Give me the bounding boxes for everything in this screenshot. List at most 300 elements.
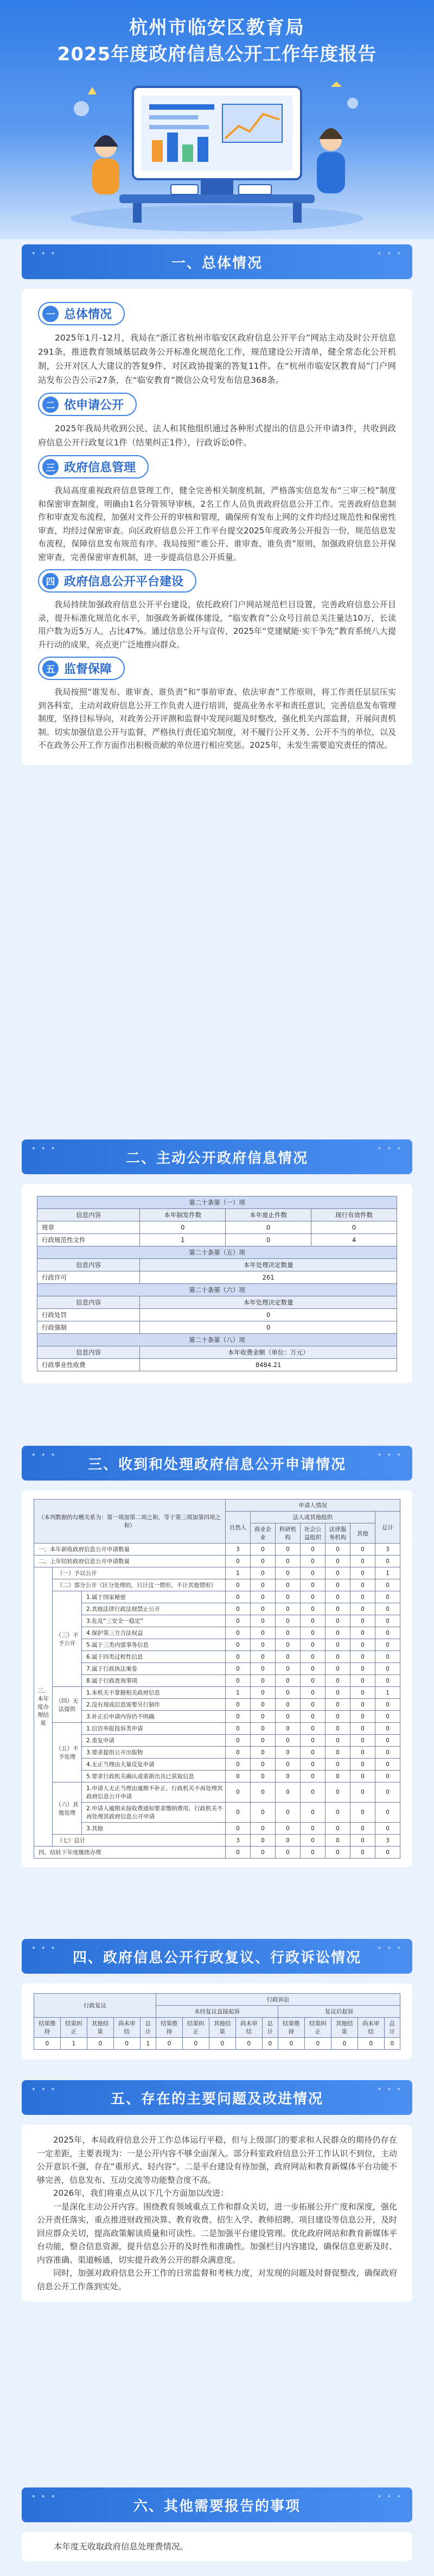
table-row: [34, 1759, 400, 1771]
table-cell: 0: [251, 1771, 276, 1783]
table-row: [34, 1699, 400, 1711]
table-cell: 0: [326, 1651, 350, 1663]
column-header: 行政诉讼: [156, 1994, 400, 2006]
table-row: [34, 1639, 400, 1651]
table-cell: 0: [375, 1663, 400, 1675]
table-cell: 0: [326, 1823, 350, 1835]
table-cell: 0: [301, 1735, 326, 1747]
column-header: 尚未审结: [235, 2018, 262, 2038]
table-cell: 0: [301, 1579, 326, 1591]
table-row: [34, 1835, 400, 1847]
subsection-heading: [38, 393, 137, 416]
table-cell: 0: [226, 1639, 251, 1651]
column-header: 总计: [375, 1511, 400, 1544]
table-cell: 0: [226, 1579, 251, 1591]
table-cell: 0: [350, 1835, 375, 1847]
table-cell: 0: [276, 1627, 301, 1639]
table-cell: 0: [251, 1651, 276, 1663]
table-cell: 0: [226, 1651, 251, 1663]
table-cell: 0: [226, 1847, 251, 1859]
table-cell: 3: [226, 1835, 251, 1847]
table-cell: 1: [140, 2038, 156, 2050]
table-cell: 0: [326, 1603, 350, 1615]
section-title: 六、其他需要报告的事项: [133, 2498, 301, 2515]
column-header: 法律服务机构: [326, 1523, 350, 1544]
decor-dots-icon: • • •: [31, 1451, 57, 1459]
row-label: 3.补正后申请内容仍不明确: [82, 1711, 226, 1723]
table-cell: 0: [276, 1687, 301, 1699]
table-row: [34, 2038, 400, 2050]
subsection-heading-text: 政府信息管理: [64, 461, 136, 475]
table-cell: 0: [226, 1783, 251, 1803]
table-cell: 0: [326, 1555, 350, 1567]
table-cell: 0: [276, 1771, 301, 1783]
decor-dots-icon: • • •: [31, 250, 57, 257]
column-header: 结果维持: [156, 2018, 182, 2038]
hero-title-line1: 杭州市临安区教育局: [129, 17, 305, 39]
table-row: [37, 1271, 397, 1284]
subsection-heading: [38, 569, 196, 593]
paragraph: 我局按照“谁发布、谁审查、谁负责”和“事前审查、依法审查”工作原则，将工作责任层层压实到各科室，主动对政府信息公开工作负责人进行培训，提高业务水平和责任意识，完善信息发布管理制度，坚持目标导向，对政务公开评测和监督中发现问题及时整改，强化机关内部监督，开展问责机制。切实加强信息公开与监督，严格执行责任追究制度，对不履行公开义务、公开不当的单位，以及不在政务公开工作方面作出积极贡献的单位进行相应奖惩。2025年，未发生需要追究责任的情况。: [38, 687, 397, 750]
table-cell: 0: [276, 1699, 301, 1711]
table-cell: 0: [251, 1847, 276, 1859]
table-cell: 0: [226, 1615, 251, 1627]
table-cell: 规章: [37, 1221, 140, 1234]
table-cell: 行政规范性文件: [37, 1234, 140, 1246]
table-cell: 0: [326, 1835, 350, 1847]
section-card: [22, 2125, 412, 2302]
subsection-heading: [38, 302, 125, 325]
subsection: [38, 450, 396, 564]
table-cell: 0: [34, 2038, 61, 2050]
column-header: 本年处理决定数量: [140, 1296, 397, 1309]
column-header: 法人或其他组织: [251, 1511, 375, 1523]
table-cell: 0: [226, 1823, 251, 1835]
table-cell: 0: [375, 1591, 400, 1603]
table-cell: 0: [301, 1675, 326, 1687]
table-cell: 0: [113, 2038, 140, 2050]
table-cell: 0: [384, 2038, 400, 2050]
table-cell: 0: [251, 1663, 276, 1675]
table-cell: 0: [326, 1735, 350, 1747]
table-cell: 0: [326, 1639, 350, 1651]
column-header: 总计: [262, 2018, 278, 2038]
row-label: 2.其他法律行政法规禁止公开: [82, 1603, 226, 1615]
table-cell: 0: [375, 1615, 400, 1627]
table-cell: 0: [276, 1747, 301, 1759]
table-cell: 0: [350, 1579, 375, 1591]
table-cell: 0: [301, 1835, 326, 1847]
table-cell: 0: [331, 2038, 358, 2050]
row-label: 2.没有现成信息需要另行制作: [82, 1699, 226, 1711]
table-cell: 0: [226, 1627, 251, 1639]
table-cell: 0: [301, 1567, 326, 1579]
paragraph: 本年度无收取政府信息处理费情况。: [54, 2542, 189, 2552]
table-cell: 0: [375, 1747, 400, 1759]
table-cell: 行政强制: [37, 1321, 140, 1334]
table-cell: 行政事业性收费: [37, 1359, 140, 1371]
column-header: 总计: [140, 2018, 156, 2038]
table-row: [34, 1627, 400, 1639]
table-cell: 0: [276, 1651, 301, 1663]
column-header: 本年处理决定数量: [140, 1259, 397, 1271]
table-cell: 0: [301, 1555, 326, 1567]
subsection-heading-text: 总体情况: [64, 308, 112, 322]
section-card: [22, 1184, 412, 1383]
decor-dots-icon: • • •: [31, 2493, 57, 2501]
table-cell: 0: [350, 1747, 375, 1759]
table-cell: 0: [226, 1234, 311, 1246]
table-cell: 0: [276, 1735, 301, 1747]
table-cell: 0: [326, 1675, 350, 1687]
table-cell: 0: [276, 1591, 301, 1603]
table-row: [37, 1221, 397, 1234]
column-header: 本年收费金额（单位：万元）: [140, 1346, 397, 1359]
table-cell: 0: [226, 1711, 251, 1723]
subsection-number: 二: [42, 396, 59, 413]
section-banner: [22, 1446, 412, 1481]
table-caption: 第二十条第（五）项: [37, 1246, 397, 1259]
table-cell: 0: [235, 2038, 262, 2050]
table-cell: 0: [375, 1823, 400, 1835]
table-cell: 0: [375, 1847, 400, 1859]
decor-dots-icon: • • •: [31, 1944, 57, 1952]
paragraph: 2026年，我们将重点从以下几个方面加以改进：: [53, 2188, 229, 2198]
section-overall: [0, 244, 434, 765]
table-cell: 0: [326, 1699, 350, 1711]
section-banner: [22, 2080, 412, 2115]
table-cell: 0: [326, 1567, 350, 1579]
section-card: [22, 1490, 412, 1867]
subsection-heading-text: 依申请公开: [64, 399, 124, 412]
table-cell: 0: [251, 1735, 276, 1747]
row-label: 一、本年新收政府信息公开申请数量: [34, 1544, 226, 1555]
table-cell: 0: [301, 1699, 326, 1711]
table-cell: 0: [276, 1723, 301, 1735]
table-cell: 0: [301, 1803, 326, 1823]
table-cell: 0: [326, 1687, 350, 1699]
section-card: [22, 289, 412, 765]
table-cell: 0: [350, 1544, 375, 1555]
table-cell: 3: [375, 1544, 400, 1555]
paragraph: 2025年我局共收到公民、法人和其他组织通过各种形式提出的信息公开申请3件，共收到政府信息公开行政复议1件（结果纠正1件），行政诉讼0件。: [38, 424, 396, 448]
decor-dots-icon: • • •: [377, 2086, 403, 2093]
subsection: [38, 651, 396, 752]
subsection-number: 三: [42, 459, 59, 475]
table-cell: 0: [350, 1663, 375, 1675]
table-cell: 0: [156, 2038, 182, 2050]
subsection: [38, 387, 396, 450]
table-cell: 0: [87, 2038, 113, 2050]
table-row: [34, 1651, 400, 1663]
table-cell: 0: [326, 1759, 350, 1771]
table-cell: 0: [182, 2038, 209, 2050]
table-cell: 行政处罚: [37, 1309, 140, 1321]
table-row: [37, 1309, 397, 1321]
table-row: [34, 1771, 400, 1783]
table-cell: 0: [301, 1603, 326, 1615]
table-row: [34, 1747, 400, 1759]
table-cell: 0: [375, 1675, 400, 1687]
table-cell: 0: [375, 1651, 400, 1663]
decor-dots-icon: • • •: [377, 250, 403, 257]
table-cell: 1: [226, 1687, 251, 1699]
decor-dots-icon: • • •: [31, 1145, 57, 1152]
column-header: 其他: [350, 1523, 375, 1544]
table-cell: 0: [326, 1615, 350, 1627]
row-group-label: （四）无法提供: [53, 1687, 82, 1723]
table-cell: 0: [276, 1803, 301, 1823]
subsection-number: 五: [42, 660, 59, 677]
table-row: [34, 1555, 400, 1567]
paragraph: 同时，加强对政府信息公开工作的日常监督和考核力度，对发现的问题及时督促整改，确保政府信息公开工作落到实处。: [37, 2268, 397, 2291]
column-header: 结果纠正: [304, 2018, 331, 2038]
table-cell: 0: [350, 1711, 375, 1723]
table-caption: 第二十条第（六）项: [37, 1284, 397, 1296]
table-row: [34, 1711, 400, 1723]
column-header: 商业企业: [251, 1523, 276, 1544]
table-cell: 0: [251, 1711, 276, 1723]
section-proactive-disclosure: [0, 1139, 434, 1383]
table-cell: 1: [375, 1687, 400, 1699]
row-group-label: 三、本年度办理结果: [34, 1567, 53, 1847]
table-cell: 0: [251, 1723, 276, 1735]
table-corner-note: （本列数据的勾稽关系为：第一项加第二项之和，等于第三项加第四项之和）: [34, 1500, 226, 1544]
table-cell: 0: [226, 1723, 251, 1735]
table-cell: 0: [301, 1823, 326, 1835]
disclosure-table: [37, 1196, 397, 1371]
table-cell: 0: [375, 1579, 400, 1591]
column-header: 其他结果: [87, 2018, 113, 2038]
section-applications: [0, 1446, 434, 1867]
paragraph: 2025年，本局政府信息公开工作总体运行平稳，但与上级部门的要求和人民群众的期待仍存在一定差距，主要表现为：一是公开内容不够全面深入。部分科室政府信息公开工作认识不到位，主动公开意识不强，存在“重形式、轻内容”。二是平台建设有待加强，政府网站和教育新媒体平台功能不够完善，信息发布、互动交流等功能整合度不高。: [37, 2135, 397, 2185]
table-row: [37, 1234, 397, 1246]
column-header: 信息内容: [37, 1296, 140, 1309]
table-cell: 0: [226, 1591, 251, 1603]
table-cell: 0: [350, 1555, 375, 1567]
table-cell: 0: [301, 1687, 326, 1699]
column-header: 尚未审结: [113, 2018, 140, 2038]
table-cell: 0: [226, 1699, 251, 1711]
table-cell: 0: [276, 1847, 301, 1859]
table-cell: 0: [375, 1699, 400, 1711]
office-meeting-illustration: [60, 76, 374, 234]
table-cell: 0: [326, 1544, 350, 1555]
table-caption: 第二十条第（八）项: [37, 1334, 397, 1346]
table-cell: 1: [60, 2038, 87, 2050]
table-cell: 0: [251, 1803, 276, 1823]
row-label: （二）部分公开（区分处理的，只计这一情形，不计其他情形）: [53, 1579, 226, 1591]
section-other-matters: [0, 2487, 434, 2561]
table-row: [34, 1567, 400, 1579]
table-cell: 0: [276, 1783, 301, 1803]
table-cell: 0: [326, 1591, 350, 1603]
table-cell: 0: [226, 1771, 251, 1783]
table-cell: 0: [350, 1627, 375, 1639]
section-title: 三、收到和处理政府信息公开申请情况: [87, 1456, 346, 1473]
table-cell: 0: [350, 1783, 375, 1803]
table-row: [37, 1321, 397, 1334]
table-cell: 0: [350, 1771, 375, 1783]
table-cell: 0: [311, 1221, 397, 1234]
table-cell: 0: [350, 1759, 375, 1771]
table-cell: 0: [301, 1544, 326, 1555]
table-cell: 0: [209, 2038, 235, 2050]
table-cell: 0: [251, 1699, 276, 1711]
subsection-heading-text: 监督保障: [64, 663, 112, 676]
subsection-heading: [38, 657, 125, 680]
table-row: [34, 1591, 400, 1603]
table-row: [34, 1823, 400, 1835]
table-cell: 0: [326, 1579, 350, 1591]
table-row: [34, 1847, 400, 1859]
table-cell: 0: [301, 1627, 326, 1639]
table-cell: 0: [251, 1675, 276, 1687]
table-cell: 0: [350, 1803, 375, 1823]
table-cell: 0: [251, 1567, 276, 1579]
subsection-heading-text: 政府信息公开平台建设: [64, 575, 184, 589]
table-cell: 0: [350, 1651, 375, 1663]
table-cell: 0: [375, 1759, 400, 1771]
table-cell: 0: [350, 1687, 375, 1699]
decor-dots-icon: • • •: [377, 1944, 403, 1952]
decor-dots-icon: • • •: [377, 1145, 403, 1152]
table-row: [34, 1783, 400, 1803]
section-banner: [22, 1139, 412, 1174]
table-cell: 0: [276, 1759, 301, 1771]
section-banner: [22, 1939, 412, 1974]
column-header: 信息内容: [37, 1209, 140, 1221]
table-cell: 0: [301, 1591, 326, 1603]
row-label: 1.申请人无正当理由逾期不补正、行政机关不再处理其政府信息公开申请: [82, 1783, 226, 1803]
table-cell: 3: [226, 1544, 251, 1555]
table-cell: 0: [350, 1639, 375, 1651]
column-header: 行政复议: [34, 1994, 156, 2018]
table-cell: 0: [375, 1711, 400, 1723]
row-label: 8.属于行政查询事项: [82, 1675, 226, 1687]
table-cell: 0: [375, 1803, 400, 1823]
column-header: 本年制发件数: [140, 1209, 226, 1221]
table-cell: 0: [262, 2038, 278, 2050]
table-cell: 0: [301, 1783, 326, 1803]
table-cell: 0: [375, 1771, 400, 1783]
table-cell: 0: [251, 1759, 276, 1771]
paragraph: 一是深化主动公开内容。围绕教育领域重点工作和群众关切，进一步拓展公开广度和深度，强化公开责任落实，重点推进财政预决算、教育收费、招生入学、教师招聘、项目建设等信息公开，及时回应群众关切，提高政策解读质量和可读性。二是加强平台建设管理。优化政府网站和教育新媒体平台功能，整合信息资源，提升信息公开的及时性和准确性。加强栏目内容建设，确保信息更新及时、内容准确、渠道畅通，切实提升政务公开的群众满意度。: [37, 2201, 397, 2265]
column-header: 现行有效件数: [311, 1209, 397, 1221]
paragraph: 2025年1月-12月，我局在“浙江省杭州市临安区政府信息公开平台”网站主动及时公开信息291条，推进教育领域基层政务公开标准化规范化工作，规范建设公开清单，健全常态化公开机制，公开对区人大建议的答复9件、对区政协提案的答复11件。在“杭州市临安区教育局”门户网站发布公告公示27条，在“临安教育”微信公众号发布信息368条。: [38, 333, 396, 385]
row-group-label: （六）其他处理: [53, 1783, 82, 1835]
hero-title-line2: 2025年度政府信息公开工作年度报告: [57, 43, 377, 65]
table-cell: 0: [326, 1747, 350, 1759]
table-cell: 0: [375, 1783, 400, 1803]
row-label: 3.要求提供公开出版物: [82, 1747, 226, 1759]
subsection: [38, 297, 396, 387]
table-cell: 0: [226, 1735, 251, 1747]
row-label: 4.无正当理由大量反复申请: [82, 1759, 226, 1771]
section-banner: [22, 2487, 412, 2522]
table-cell: 0: [304, 2038, 331, 2050]
subsection-number: 四: [42, 573, 59, 589]
table-row: [34, 1803, 400, 1823]
table-cell: 0: [276, 1663, 301, 1675]
table-cell: 0: [140, 1321, 397, 1334]
table-cell: 0: [251, 1823, 276, 1835]
table-cell: 0: [251, 1615, 276, 1627]
table-cell: 0: [326, 1783, 350, 1803]
row-label: 3.危及“三安全一稳定”: [82, 1615, 226, 1627]
table-cell: 0: [375, 1639, 400, 1651]
column-header: 其他结果: [209, 2018, 235, 2038]
table-cell: 0: [350, 1735, 375, 1747]
hero-banner: [0, 0, 434, 239]
table-cell: 0: [226, 1759, 251, 1771]
table-cell: 1: [226, 1567, 251, 1579]
table-cell: 0: [251, 1579, 276, 1591]
table-cell: 0: [140, 1309, 397, 1321]
table-cell: 4: [311, 1234, 397, 1246]
table-cell: 0: [226, 1555, 251, 1567]
table-cell: 0: [301, 1711, 326, 1723]
table-cell: 0: [375, 1735, 400, 1747]
table-cell: 0: [301, 1847, 326, 1859]
paragraph: 我局持续加强政府信息公开平台建设，依托政府门户网站规范栏目设置，完善政府信息公开目录，提升标准化规范化水平，加强政务新媒体建设，“临安教育”公众号目前总关注量达10万，长读用户数为近5万人，占比47%。通过信息公开与宣传，2025年“党建赋能·实干争先”教育系统八大提升行动的成果，亮点更广泛地推向群众。: [38, 600, 396, 650]
table-cell: 0: [251, 1783, 276, 1803]
table-cell: 0: [301, 1747, 326, 1759]
table-cell: 0: [251, 1555, 276, 1567]
table-cell: 0: [326, 1803, 350, 1823]
table-cell: 0: [251, 1603, 276, 1615]
column-header: 信息内容: [37, 1259, 140, 1271]
table-cell: 0: [375, 1555, 400, 1567]
table-cell: 3: [375, 1835, 400, 1847]
table-cell: 0: [301, 1771, 326, 1783]
row-group-label: （五）不予处理: [53, 1723, 82, 1783]
table-row: [34, 1735, 400, 1747]
table-cell: 0: [350, 1723, 375, 1735]
table-cell: 0: [276, 1603, 301, 1615]
paragraph: 我局高度重视政府信息管理工作，健全完善相关制度机制，严格落实信息发布“三审三校”制度和保密审查制度，明确由1名分管领导审核，2名工作人员负责政府信息公开工作。完善政府信息制作和审查发布流程，加强对文件公开的审核和管理，确保所有发布上网的文件均经过规范性和保密性审查，均经过保密审查。向区政府信息公开工作平台提交2025年度政务公开报告一份，规范信息发布流程，保障信息发布规范有序。我局按照“谁公开、谁审查、谁负责”原则，加强政府信息公开保密审查，完善保密审查机制，进一步提高信息公开质量。: [38, 486, 397, 562]
column-header: 结果纠正: [60, 2018, 87, 2038]
section-title: 五、存在的主要问题及改进情况: [110, 2090, 323, 2107]
column-header: 结果维持: [278, 2018, 304, 2038]
table-row: [34, 1723, 400, 1735]
decor-dots-icon: • • •: [377, 2493, 403, 2501]
row-label: 6.属于四类过程性信息: [82, 1651, 226, 1663]
table-cell: 0: [301, 1639, 326, 1651]
subsection-number: 一: [42, 306, 59, 322]
table-row: [34, 1544, 400, 1555]
decor-dots-icon: • • •: [31, 2086, 57, 2093]
table-cell: 0: [358, 2038, 384, 2050]
column-header: 申请人情况: [226, 1500, 400, 1511]
table-cell: 0: [251, 1639, 276, 1651]
row-label: 二、上年结转政府信息公开申请数量: [34, 1555, 226, 1567]
table-row: [34, 1615, 400, 1627]
table-cell: 0: [251, 1591, 276, 1603]
table-cell: 0: [301, 1615, 326, 1627]
table-cell: 0: [278, 2038, 304, 2050]
table-cell: 0: [350, 1567, 375, 1579]
table-cell: 0: [375, 1723, 400, 1735]
table-cell: 0: [301, 1651, 326, 1663]
table-cell: 0: [276, 1579, 301, 1591]
table-cell: 0: [350, 1615, 375, 1627]
column-header: 结果维持: [34, 2018, 61, 2038]
section-title: 二、主动公开政府信息情况: [125, 1150, 308, 1167]
table-cell: 0: [326, 1847, 350, 1859]
table-caption: 第二十条第（一）项: [37, 1196, 397, 1209]
table-cell: 0: [350, 1847, 375, 1859]
